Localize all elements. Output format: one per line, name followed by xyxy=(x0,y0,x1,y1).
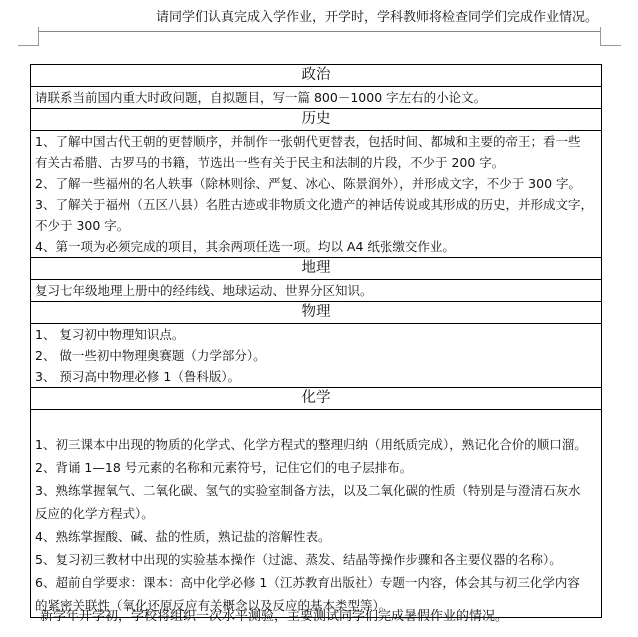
header-corner-mark-right xyxy=(600,27,621,46)
section-body-row xyxy=(31,280,602,302)
section-body-politics xyxy=(31,87,602,109)
section-title-politics: 政治 xyxy=(31,65,602,87)
section-title-physics: 物理 xyxy=(31,302,602,324)
section-header-row xyxy=(31,258,602,280)
content-line: 的紧密关联性（氧化还原反应有关概念以及反应的基本类型等）。 xyxy=(35,598,392,613)
content-line: 有关古希腊、古罗马的书籍，节选出一些有关于民主和法制的片段，不少于 200 字。 xyxy=(35,155,505,170)
section-header-row xyxy=(31,65,602,87)
section-body-chemistry xyxy=(31,410,602,618)
content-line: 反应的化学方程式）。 xyxy=(35,506,154,521)
header-rule xyxy=(38,31,600,32)
header-notice: 请同学们认真完成入学作业，开学时，学科教师将检查同学们完成作业情况。 xyxy=(156,10,599,25)
section-title-history: 历史 xyxy=(31,109,602,131)
content-line: 1、初三课本中出现的物质的化学式、化学方程式的整理归纳（用纸质完成），熟记化合价的顺口溜。 xyxy=(35,437,587,452)
content-line xyxy=(35,410,597,433)
content-line: 不少于 300 字。 xyxy=(35,218,130,233)
section-body-row xyxy=(31,131,602,258)
section-body-history xyxy=(31,131,602,258)
section-title-geography: 地理 xyxy=(31,258,602,280)
content-line: 1、 复习初中物理知识点。 xyxy=(35,327,185,342)
section-header-row xyxy=(31,302,602,324)
content-line: 4、熟练掌握酸、碱、盐的性质，熟记盐的溶解性表。 xyxy=(35,529,331,544)
content-line: 2、背诵 1—18 号元素的名称和元素符号，记住它们的电子层排布。 xyxy=(35,460,413,475)
section-body-geography xyxy=(31,280,602,302)
homework-table xyxy=(30,64,602,618)
section-body-physics xyxy=(31,324,602,388)
content-line: 请联系当前国内重大时政问题，自拟题目，写一篇 800－1000 字左右的小论文。 xyxy=(35,90,487,105)
header-corner-mark-left xyxy=(18,27,39,46)
content-line: 2、 做一些初中物理奥赛题（力学部分）。 xyxy=(35,348,266,363)
content-line: 3、熟练掌握氧气、二氧化碳、氢气的实验室制备方法，以及二氧化碳的性质（特别是与澄清石灰水 xyxy=(35,483,581,498)
content-line: 2、了解一些福州的名人轶事（除林则徐、严复、冰心、陈景润外），并形成文字，不少于 300 字。 xyxy=(35,176,582,191)
content-line: 复习七年级地理上册中的经纬线、地球运动、世界分区知识。 xyxy=(35,283,373,298)
content-line: 3、 预习高中物理必修 1（鲁科版）。 xyxy=(35,369,241,384)
content-line: 1、了解中国古代王朝的更替顺序，并制作一张朝代更替表，包括时间、都城和主要的帝王；看一些 xyxy=(35,134,581,149)
content-line: 4、第一项为必须完成的项目，其余两项任选一项。均以 A4 纸张缴交作业。 xyxy=(35,239,455,254)
section-header-row xyxy=(31,388,602,410)
section-body-row xyxy=(31,324,602,388)
content-line: 5、复习初三教材中出现的实验基本操作（过滤、蒸发、结晶等操作步骤和各主要仪器的名称）。 xyxy=(35,552,562,567)
section-body-row xyxy=(31,87,602,109)
content-line: 6、超前自学要求：课本：高中化学必修 1（江苏教育出版社）专题一内容，体会其与初三化学内容 xyxy=(35,575,580,590)
footer-note: 新学年开学初，学校将组织一次水平测验，主要测试同学们完成暑假作业的情况。 xyxy=(40,609,509,624)
content-line: 3、了解关于福州（五区八县）名胜古迹或非物质文化遗产的神话传说或其形成的历史，并形成文字， xyxy=(35,197,593,212)
section-body-row xyxy=(31,410,602,618)
section-header-row xyxy=(31,109,602,131)
section-title-chemistry: 化学 xyxy=(31,388,602,410)
